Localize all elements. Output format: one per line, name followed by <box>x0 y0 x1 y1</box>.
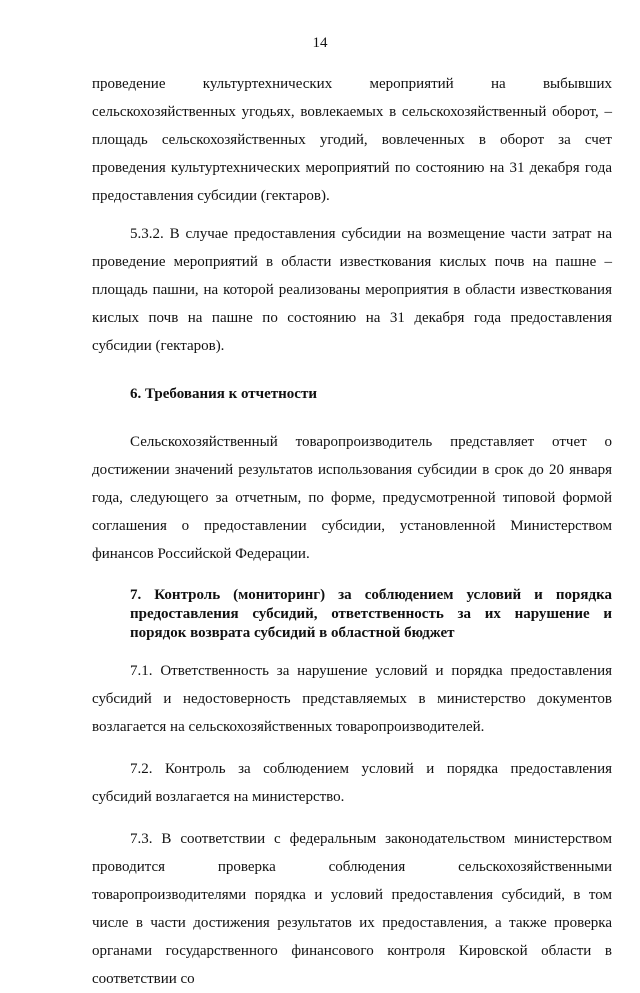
section-heading-6: 6. Требования к отчетности <box>130 386 317 402</box>
paragraph-7-1: 7.1. Ответственность за нарушение условий и порядка предоставления субсидий и недостоверность представляемых в министерство документов возлагается на сельскохозяйственных товаропроизводителей. <box>92 663 612 735</box>
section-heading-7: 7. Контроль (мониторинг) за соблюдением условий и порядка предоставления субсидий, ответственность за их нарушение и порядок возврата субсидий в областной бюджет <box>130 587 612 641</box>
paragraph-5-3-2: 5.3.2. В случае предоставления субсидии на возмещение части затрат на проведение мероприятий в области известкования кислых почв на пашне – площадь пашни, на которой реализованы мероприятия в области известкования кислых почв на пашне по состоянию на 31 декабря года предоставления субсидии (гектаров). <box>92 226 612 354</box>
paragraph-7-3: 7.3. В соответствии с федеральным законодательством министерством проводится проверка соблюдения сельскохозяйственными товаропроизводителями порядка и условий предоставления субсидий, в том числе в части достижения результатов их предоставления, а также проверка органами государственного финансового контроля Кировской области в соответствии со <box>92 831 612 987</box>
paragraph-continued: проведение культуртехнических мероприятий на выбывших сельскохозяйственных угодьях, вовлекаемых в сельскохозяйственный оборот, – площадь сельскохозяйственных угодий, вовлеченных в оборот за счет проведения культуртехнических мероприятий по состоянию на 31 декабря года предоставления субсидии (гектаров). <box>92 76 612 204</box>
document-body <box>92 70 612 993</box>
page-number: 14 <box>312 35 328 51</box>
paragraph-reporting: Сельскохозяйственный товаропроизводитель представляет отчет о достижении значений результатов использования субсидии в срок до 20 января года, следующего за отчетным, по форме, предусмотренной типовой формой соглашения о предоставлении субсидии, установленной Министерством финансов Российской Федерации. <box>92 434 612 562</box>
paragraph-7-2: 7.2. Контроль за соблюдением условий и порядка предоставления субсидий возлагается на министерство. <box>92 761 612 805</box>
